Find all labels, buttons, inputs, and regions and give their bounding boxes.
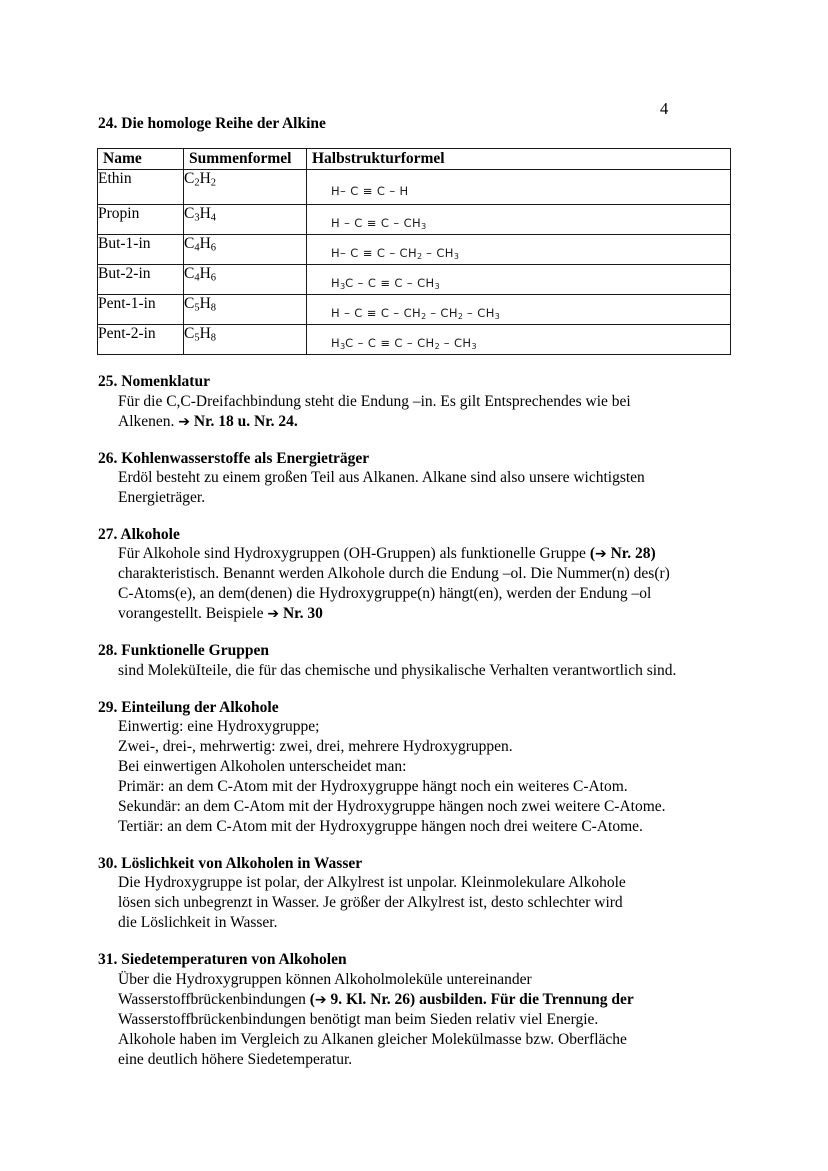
text-line: charakteristisch. Benannt werden Alkohole durch die Endung –ol. Die Nummer(n) des(r) <box>118 565 670 583</box>
page-number: 4 <box>660 99 669 118</box>
table-row <box>98 170 731 205</box>
text-line: eine deutlich höhere Siedetemperatur. <box>118 1050 353 1068</box>
section-title-27: 27. Alkohole <box>98 526 180 544</box>
text-line: vorangestellt. Beispiele ➔ Nr. 30 <box>118 605 323 623</box>
section-26 <box>98 449 738 508</box>
text-line: Einwertig: eine Hydroxygruppe; <box>118 718 320 736</box>
text-line: Bei einwertigen Alkoholen unterscheidet man: <box>118 758 407 776</box>
section-body-25 <box>98 392 738 432</box>
cell-name: But-1-in <box>98 235 184 265</box>
text-line: Sekundär: an dem C-Atom mit der Hydroxygruppe hängen noch zwei weitere C-Atome. <box>118 798 666 816</box>
cell-summenformel: $C_4H_6$ <box>184 235 307 265</box>
section-title-25: 25. Nomenklatur <box>98 373 210 391</box>
table-header-row <box>98 148 731 170</box>
cell-halbstrukturformel <box>307 170 731 205</box>
text-line: Tertiär: an dem C-Atom mit der Hydroxygruppe hängen noch drei weitere C-Atome. <box>118 818 643 836</box>
text-line: Zwei-, drei-, mehrwertig: zwei, drei, mehrere Hydroxygruppen. <box>118 738 513 756</box>
section-heading-24: 24. Die homologe Reihe der Alkine <box>98 115 326 132</box>
reference-arrow-icon: ➔ <box>178 413 190 430</box>
reference-arrow-icon: ➔ <box>594 546 607 563</box>
text-line: Energieträger. <box>118 489 206 507</box>
cell-name: Propin <box>98 205 184 235</box>
text-line: Über die Hydroxygruppen können Alkoholmoleküle untereinander <box>118 970 532 988</box>
reference-arrow-icon: ➔ <box>314 991 327 1008</box>
structural-formula: $H - C \equiv C - CH_3$ <box>331 216 427 232</box>
table-row <box>98 265 731 295</box>
text-line: die Löslichkeit in Wasser. <box>118 914 278 932</box>
text-line: Wasserstoffbrückenbindungen (➔ 9. Kl. Nr. 26) ausbilden. Für die Trennung der <box>118 990 634 1008</box>
text-line: Für Alkohole sind Hydroxygruppen (OH-Gruppen) als funktionelle Gruppe (➔ Nr. 28) <box>118 545 656 563</box>
section-29 <box>98 698 738 837</box>
cell-halbstrukturformel <box>307 205 731 235</box>
text-line: Alkenen. ➔ Nr. 18 u. Nr. 24. <box>118 412 298 430</box>
text-line: lösen sich unbegrenzt in Wasser. Je größer der Alkylrest ist, desto schlechter wird <box>118 894 623 912</box>
structural-formula: $H_3C - C \equiv C - CH_2 - CH_3$ <box>331 336 477 352</box>
cell-name: Pent-1-in <box>98 295 184 325</box>
cell-summenformel: $C_2H_2$ <box>184 170 307 205</box>
cell-summenformel: $C_5H_8$ <box>184 325 307 355</box>
text-line: sind MoleküIteile, die für das chemische und physikalische Verhalten verantwortlich sind. <box>118 661 677 679</box>
section-body-28 <box>98 661 738 681</box>
section-body-26 <box>98 468 738 508</box>
section-body-30 <box>98 873 738 933</box>
table-row <box>98 325 731 355</box>
section-27 <box>98 525 738 624</box>
structural-formula: H– $C \equiv C - CH_2 - CH_3$ <box>331 246 459 262</box>
alkine-table-body <box>98 170 731 355</box>
section-title-29: 29. Einteilung der Alkohole <box>98 698 279 716</box>
cell-halbstrukturformel <box>307 295 731 325</box>
cell-name: But-2-in <box>98 265 184 295</box>
table-row <box>98 205 731 235</box>
table-row <box>98 235 731 265</box>
cell-name: Pent-2-in <box>98 325 184 355</box>
alkine-table <box>97 148 731 356</box>
column-header-summenformel: Summenformel <box>184 148 307 170</box>
section-25 <box>98 372 738 431</box>
structural-formula: H– C ≡ C – H <box>331 184 409 199</box>
section-title-31: 31. Siedetemperaturen von Alkoholen <box>98 951 347 969</box>
column-header-halbstrukturformel: Halbstrukturformel <box>307 148 731 170</box>
cell-name: Ethin <box>98 170 184 205</box>
section-title-26: 26. Kohlenwasserstoffe als Energieträger <box>98 449 370 467</box>
cell-halbstrukturformel <box>307 235 731 265</box>
text-line: C-Atoms(e), an dem(denen) die Hydroxygruppe(n) hängt(en), werden der Endung –ol <box>118 585 652 603</box>
section-title-28: 28. Funktionelle Gruppen <box>98 642 269 660</box>
section-31 <box>98 950 738 1069</box>
text-line: Alkohole haben im Vergleich zu Alkanen gleicher Molekülmasse bzw. Oberfläche <box>118 1030 627 1048</box>
text-line: Erdöl besteht zu einem großen Teil aus Alkanen. Alkane sind also unsere wichtigsten <box>118 469 645 487</box>
text-line: Wasserstoffbrückenbindungen benötigt man beim Sieden relativ viel Energie. <box>118 1010 599 1028</box>
cell-halbstrukturformel <box>307 325 731 355</box>
document-content <box>98 115 738 1070</box>
table-row <box>98 295 731 325</box>
sections-container <box>98 372 738 1069</box>
text-line: Für die C,C-Dreifachbindung steht die Endung –in. Es gilt Entsprechendes wie bei <box>118 392 631 410</box>
structural-formula: $H - C \equiv C - CH_2 - CH_2 - CH_3$ <box>331 306 500 322</box>
section-title-30: 30. Löslichkeit von Alkoholen in Wasser <box>98 855 363 873</box>
cell-halbstrukturformel <box>307 265 731 295</box>
section-body-29 <box>98 717 738 837</box>
text-line: Primär: an dem C-Atom mit der Hydroxygruppe hängt noch ein weiteres C-Atom. <box>118 778 628 796</box>
cell-summenformel: $C_3H_4$ <box>184 205 307 235</box>
section-body-31 <box>98 970 738 1070</box>
structural-formula: $H_3C - C \equiv C - CH_3$ <box>331 276 440 292</box>
cell-summenformel: $C_5H_8$ <box>184 295 307 325</box>
section-28 <box>98 641 738 680</box>
cell-summenformel: $C_4H_6$ <box>184 265 307 295</box>
text-line: Die Hydroxygruppe ist polar, der Alkylrest ist unpolar. Kleinmolekulare Alkohole <box>118 874 626 892</box>
section-body-27 <box>98 544 738 624</box>
section-30 <box>98 854 738 933</box>
column-header-name: Name <box>98 148 184 170</box>
reference-arrow-icon: ➔ <box>267 606 280 623</box>
